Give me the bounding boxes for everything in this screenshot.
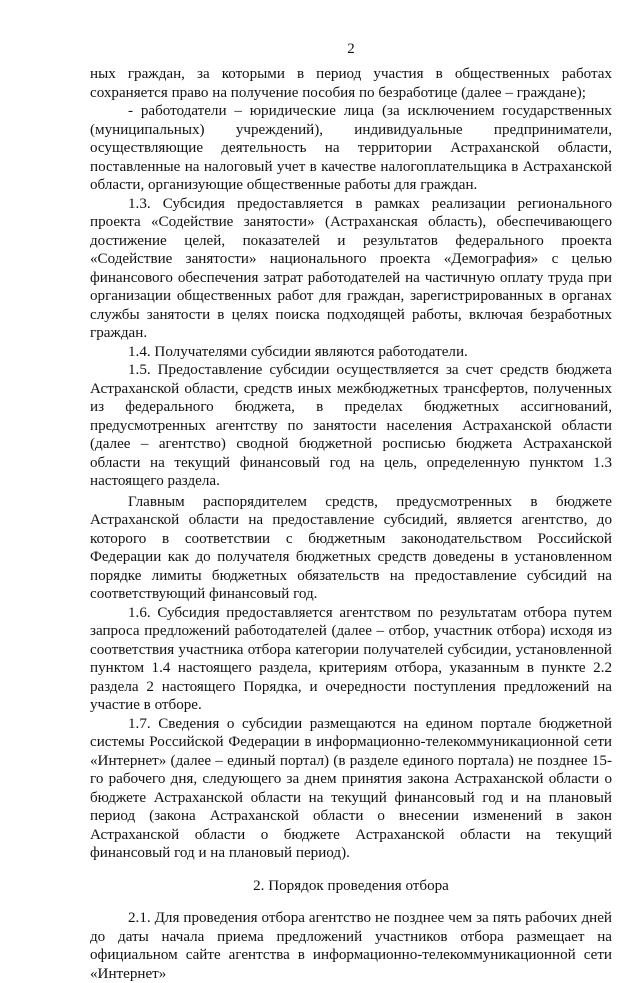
section-heading: 2. Порядок проведения отбора — [253, 877, 449, 894]
paragraph-1-5: 1.5. Предоставление субсидии осуществляется за счет средств бюджета Астраханской области, средств иных межбюджетных трансфертов, полученных из федерального бюджета, в пределах бюджетных ассигнований, предусмотренных агентству по занятости населения Астраханской области (далее – агентство) сводной бюджетной росписью бюджета Астраханской области на текущий финансовый год на цель, определенную пунктом 1.3 настоящего раздела. — [90, 362, 612, 489]
paragraph-employers-definition: - работодатели – юридические лица (за исключением государственных (муниципальных) учреждений), индивидуальные предприниматели, осуществляющие деятельность на территории Астраханской области, поставленные на налоговый учет в качестве налогоплательщика в Астраханской области, организующие общественные работы для граждан. — [90, 103, 612, 193]
page-number: 2 — [347, 41, 355, 57]
paragraph-main-administrator: Главным распорядителем средств, предусмотренных в бюджете Астраханской области на предоставление субсидий, является агентство, до которого в соответствии с бюджетным законодательством Российской Федерации как до получателя бюджетных средств доведены в установленном порядке лимиты бюджетных обязательств на предоставление субсидий на соответствующий финансовый год. — [90, 493, 612, 602]
paragraph-2-1: 2.1. Для проведения отбора агентство не позднее чем за пять рабочих дней до даты начала приема предложений участников отбора размещает на официальном сайте агентства в информационно-телекоммуникационной сети «Интернет» — [90, 910, 612, 982]
paragraph-1-4: 1.4. Получателями субсидии являются работодатели. — [128, 343, 468, 360]
paragraph-1-6: 1.6. Субсидия предоставляется агентством по результатам отбора путем запроса предложений работодателей (далее – отбор, участник отбора) исходя из соответствия участника отбора категории получателей субсидии, установленной пунктом 1.4 настоящего раздела, критериям отбора, указанным в пункте 2.2 раздела 2 настоящего Порядка, и очередности поступления предложений на участие в отборе. — [90, 604, 612, 713]
document-page — [90, 40, 612, 983]
paragraph-continuation: ных граждан, за которыми в период участия в общественных работах сохраняется право на получение пособия по безработице (далее – граждане); — [90, 66, 612, 101]
paragraph-1-7: 1.7. Сведения о субсидии размещаются на едином портале бюджетной системы Российской Федерации в информационно-телекоммуникационной сети «Интернет» (далее – единый портал) (в разделе единого портала) не позднее 15-го рабочего дня, следующего за днем принятия закона Астраханской области о бюджете Астраханской области на текущий финансовый год и на плановый период (закона Астраханской области о внесении изменений в закон Астраханской области о бюджете Астраханской области на текущий финансовый год и на плановый период). — [90, 715, 612, 861]
paragraph-1-3: 1.3. Субсидия предоставляется в рамках реализации регионального проекта «Содействие занятости» (Астраханская область), обеспечивающего достижение целей, показателей и результатов федерального проекта «Содействие занятости» национального проекта «Демография» с целью финансового обеспечения затрат работодателей на частичную оплату труда при организации общественных работ для граждан, зарегистрированных в органах службы занятости в целях поиска подходящей работы, включая безработных граждан. — [90, 195, 612, 341]
